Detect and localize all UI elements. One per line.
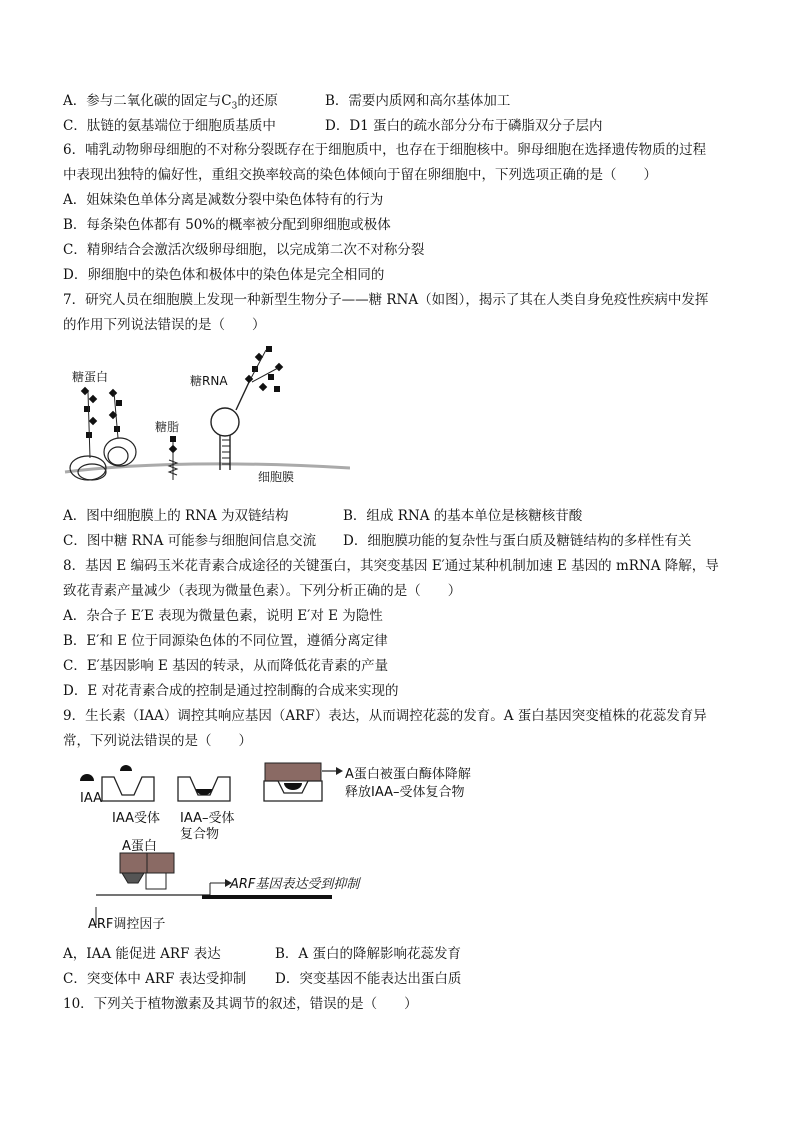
glycolipid-label: 糖脂 [155,420,180,434]
q9-option-c: C．突变体中 ARF 表达受抑制 [63,971,247,987]
q7-stem-line1: 7．研究人员在细胞膜上发现一种新型生物分子——糖 RNA（如图），揭示了其在人类自身免疫性疾病中发挥 [63,292,709,308]
iaa-pathway-figure [60,755,500,940]
q8-stem-line1: 8．基因 E 编码玉米花青素合成途径的关键蛋白，其突变基因 E′通过某种机制加速 E 基因的 mRNA 降解，导 [63,558,719,574]
iaa-symbol [80,774,94,781]
q6-option-c: C．精卵结合会激活次级卵母细胞，以完成第二次不对称分裂 [63,242,425,258]
iaa-label: IAA [80,791,102,806]
q8-option-b: B．E′和 E 位于同源染色体的不同位置，遵循分离定律 [63,633,388,649]
q7-option-b: B．组成 RNA 的基本单位是核糖核苷酸 [343,508,583,524]
glycoprotein-label: 糖蛋白 [72,370,109,384]
q8-stem-line2: 致花青素产量减少（表现为微量色素）。下列分析正确的是（ ） [63,583,462,599]
degrade-label-line2: 释放IAA–受体复合物 [345,785,465,800]
a-protein-bound [265,763,321,781]
q5-option-d: D．D1 蛋白的疏水部分分布于磷脂双分子层内 [325,118,603,134]
membrane-label: 细胞膜 [258,470,295,484]
arf-factor-label: ARF调控因子 [88,917,166,932]
q7-stem-line2: 的作用下列说法错误的是（ ） [63,317,266,333]
q9-option-b: B．A 蛋白的降解影响花蕊发育 [275,946,461,962]
q5-option-c: C．肽链的氨基端位于细胞质基质中 [63,118,276,134]
q6-stem-line1: 6．哺乳动物卵母细胞的不对称分裂既存在于细胞质中，也存在于细胞核中。卵母细胞在选择遗传物质的过程 [63,142,707,158]
q6-option-a: A．姐妹染色单体分离是减数分裂中染色体特有的行为 [63,192,384,208]
q9-option-d: D．突变基因不能表达出蛋白质 [275,971,462,987]
membrane-line [65,464,350,472]
arf-inhibit-label: ARF基因表达受到抑制 [230,877,360,892]
iaa-receptor-label: IAA受体 [112,811,160,826]
glycoprotein-shape [70,438,136,480]
q7-option-d: D．细胞膜功能的复杂性与蛋白质及糖链结构的多样性有关 [343,533,692,549]
q6-option-d: D．卵细胞中的染色体和极体中的染色体是完全相同的 [63,267,385,283]
iaa-receptor-shape [102,777,154,801]
q7-option-c: C．图中糖 RNA 可能参与细胞间信息交流 [63,533,317,549]
q8-option-d: D．E 对花青素合成的控制是通过控制酶的合成来实现的 [63,683,399,699]
glycorna-shape [211,380,250,470]
arrow-icon [336,767,343,775]
q7-option-a: A．图中细胞膜上的 RNA 为双链结构 [63,508,289,524]
glycorna-label: 糖RNA [190,374,228,388]
q10-stem: 10．下列关于植物激素及其调节的叙述，错误的是（ ） [63,996,418,1012]
degrade-label-line1: A蛋白被蛋白酶体降解 [345,767,471,782]
q8-option-a: A．杂合子 E′E 表现为微量色素，说明 E′对 E 为隐性 [63,608,383,624]
q6-stem-line2: 中表现出独特的偏好性，重组交换率较高的染色体倾向于留在卵细胞中，下列选项正确的是（ ） [63,167,657,183]
q6-option-b: B．每条染色体都有 50%的概率被分配到卵细胞或极体 [63,217,391,233]
glycolipid-shape [169,436,177,480]
q9-stem-line1: 9．生长素（IAA）调控其响应基因（ARF）表达，从而调控花蕊的发育。A 蛋白基因突变植株的花蕊发育异 [63,708,707,724]
glycorna-membrane-figure [60,340,350,500]
arf-gene-bar [202,895,332,899]
complex-label-line1: IAA–受体 [180,811,235,826]
q5-option-b: B．需要内质网和高尔基体加工 [325,93,511,109]
q9-option-a: A，IAA 能促进 ARF 表达 [63,946,221,962]
q8-option-c: C．E′基因影响 E 基因的转录，从而降低花青素的产量 [63,658,389,674]
q5-option-a: A．参与二氧化碳的固定与$C_3$的还原 [63,93,278,112]
membrane-diagram-svg [60,340,350,500]
a-protein-label: A蛋白 [122,839,157,854]
q9-stem-line2: 常，下列说法错误的是（ ） [63,733,252,749]
complex-label-line2: 复合物 [180,827,220,842]
